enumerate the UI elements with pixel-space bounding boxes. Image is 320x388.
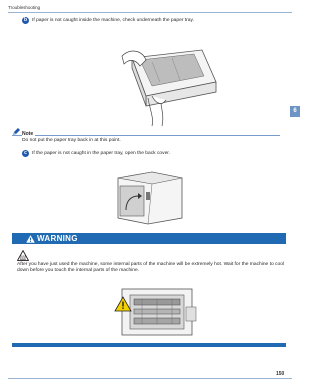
warning-text: After you have just used the machine, some internal parts of the machine will be extremely hot. Wait for the machine to cool down before you touch the internal parts of the machine.	[17, 262, 285, 274]
footer-rule	[8, 378, 292, 379]
step-bullet: b	[23, 17, 28, 23]
warning-title: WARNING	[37, 234, 78, 243]
running-header: Troubleshooting	[8, 5, 41, 10]
paper-tray-illustration	[112, 40, 222, 126]
header-rule	[8, 12, 292, 13]
printer-interior-illustration	[112, 285, 202, 339]
note-title: Note	[22, 131, 34, 137]
step-text: If the paper is not caught in the paper tray, open the back cover.	[32, 151, 171, 156]
chapter-tab: 6	[290, 106, 300, 117]
note-text: Do not put the paper tray back in at this point.	[22, 138, 121, 143]
warning-bottom-bar	[12, 343, 286, 347]
hot-surface-icon	[17, 250, 29, 261]
printer-back-cover-illustration	[112, 168, 184, 226]
note-rule	[12, 135, 280, 136]
page-number: 150	[276, 371, 285, 377]
warning-triangle-icon	[26, 235, 35, 243]
step-text: If paper is not caught inside the machine, check underneath the paper tray.	[32, 18, 194, 23]
step-bullet: c	[22, 150, 29, 157]
